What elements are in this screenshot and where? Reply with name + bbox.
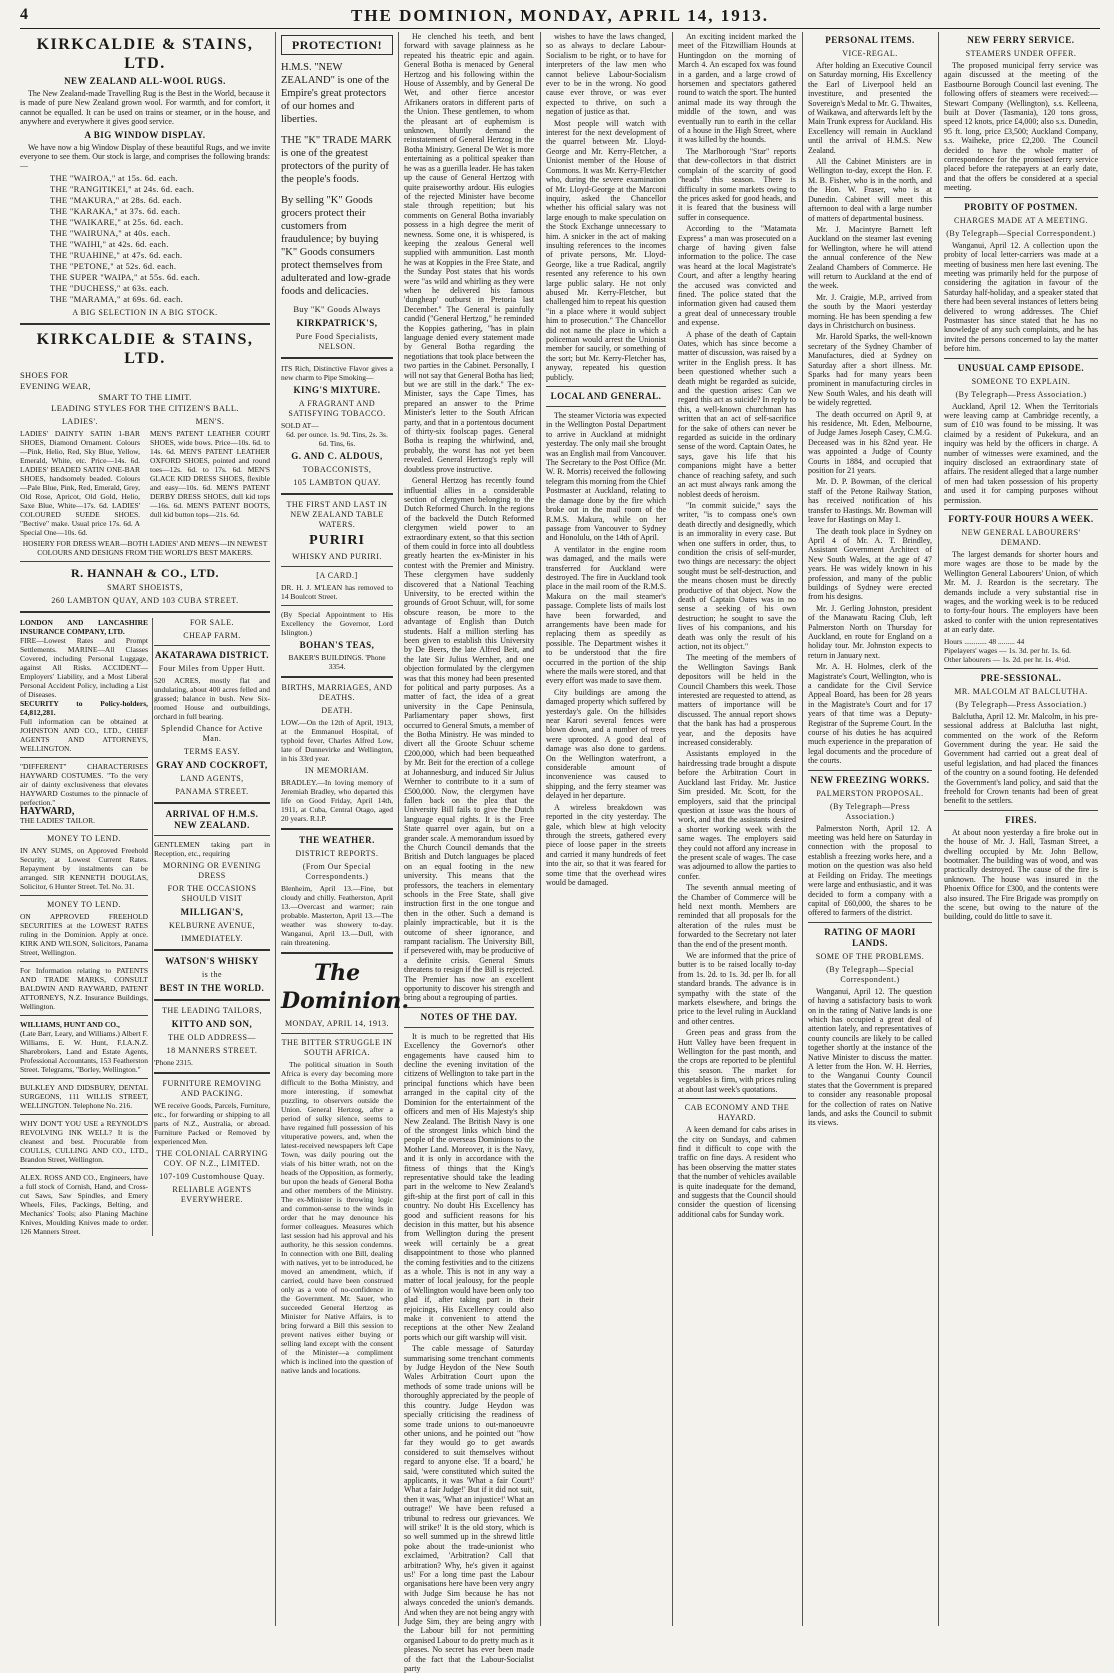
weather-sub2: (From Our Special Correspondents.) [302, 862, 372, 881]
rugs-text: The New Zealand-made Travelling Rug is the Best in the World, because it is made of pure New Zealand grown wool. For warmth, and for comfort, it cannot be equalled. It can be used on trains or steamer, or in the house, and anywhere and everywhere it gives good service. [20, 89, 270, 127]
rug-brand: THE "MARAMA," at 69s. 6d. each. [50, 293, 184, 304]
session-heading: PRE-SESSIONAL. [980, 672, 1062, 683]
bulkley-text: BULKLEY AND DIDSBURY, DENTAL SURGEONS, 111 WILLIS STREET, WELLINGTON. Telephone No. 216. [20, 1083, 148, 1111]
personal-text-10: Mr. A. H. Holmes, clerk of the Magistrate's Court, Wellington, who is a candidate for the Civil Service Appeal Board, has been for 28 years in the Magistrate's Court and for 17 years of that time was a Deputy-Registrar of the Supreme Court. In the course of his duties he has acquired much experience in the preparation of legal documents and the procedure of the courts. [808, 662, 932, 766]
divider [154, 802, 270, 804]
rug-brand: THE "WAIHI," at 42s. 6d. each. [50, 238, 169, 249]
reliable-agents: RELIABLE AGENTS EVERYWHERE. [172, 1184, 252, 1204]
shoes-line-3: SMART TO THE LIMIT. [98, 391, 192, 402]
rug-brand: THE "KARAKA," at 37s. 6d. each. [50, 205, 181, 216]
divider [20, 1114, 148, 1115]
window-text: We have now a big Window Display of these beautiful Rugs, and we invite everyone to see them. Our stock is large, and comprises the following brands:— [20, 142, 270, 171]
divider [944, 509, 1098, 510]
personal-text-8: The death took place in Sydney on April 4 of Mr. A. T. Brindley, Assistant Government Architect of New South Wales, at the age of 47 years. He was widely known in his profession, and many of the public buildings of Sydney were erected from his designs. [808, 526, 932, 602]
kirkcaldie-title: KIRKCALDIE & STAINS, LTD. [36, 36, 254, 72]
occasions: FOR THE OCCASIONS SHOULD VISIT [167, 883, 257, 903]
divider [20, 757, 148, 758]
maori-sub: SOME OF THE PROBLEMS. [815, 951, 925, 961]
kitto-son: KITTO AND SON, [171, 1018, 253, 1029]
notes-text: It is much to be regretted that His Excellency the Governor's other engagements have caused him to decline the evening invitation of the citizens of Wellington to take part in the principal functions which have been arranged in the capital city of the Dominion for the entertainment of the officers and men of His Majesty's ship New Zealand. The British Navy is one of the strongest links which bind the people of the overseas Dominions to the Mother Land. Moreover, it is the Navy, and it is only in accordance with the fitness of things that the King's representative should take the leading part in the welcome to New Zealand's gift-ship at the first port of call in this country. No doubt His Excellency has good and sufficient reasons for his decision in this matter, but his absence from Wellington during the present week will certainly be a great disappointment to those who planned the coming festivities and to the citizens as a whole. This is not in any way a matter of local jealousy, for the people of Wellington would have been only too glad if, after taking part in their rejoicings, His Excellency could also make it convenient to attend the receptions at the other New Zealand ports which our gift warship will visit. [404, 1031, 534, 1342]
personal-text-9: Mr. J. Gerling Johnston, president of the Manawatu Racing Club, left Palmerston North on Thursday for Auckland, en route for England on a holiday tour. Mr. Johnston expects to return in January next. [808, 603, 932, 660]
cheap-farm: CHEAP FARM. [183, 630, 241, 640]
bitter-text: The political situation in South Africa is every day becoming more difficult to the Botha Ministry, and more interesting, if somewhat puzzling, to observers outside the Union. General Hertzog, after a period of sulky silence, seems to have regained full possession of his vituperative powers, and, when the latest-received newspapers left Cape Town, was daily pouring out the vials of his bitter wrath, not on the heads of the Opposition, as formerly, but upon the heads of General Botha and other members of the Ministry. The ex-Minister is throwing logic and common-sense to the winds in order that he may denounce his former colleagues. Measures which last session had his approval and his authority, he this session condemns. In connection with one Bill, dealing with natives, yet to be introduced, he moved an amendment, which, if carried, could have been construed only as a vote of no-confidence in the Government. Mr. Sauer, who succeeded General Hertzog as Minister for Native Affairs, is to bring forward a Bill this session to prevent natives either buying or selling land except with the consent of the Minister—a compliment which is inclined into the question of native lands and locations. [281, 1060, 393, 1375]
divider [808, 922, 932, 923]
gray-sub: LAND AGENTS, [180, 773, 244, 783]
hayward-sub: THE LADIES' TAILOR. [20, 816, 95, 826]
divider [20, 1015, 148, 1016]
shoes-line-2: EVENING WEAR, [20, 380, 91, 391]
first-last: THE FIRST AND LAST IN NEW ZEALAND TABLE WATERS. [286, 500, 388, 529]
masthead-title: THE DOMINION, MONDAY, APRIL 14, 1913. [351, 6, 769, 25]
window-heading: A BIG WINDOW DISPLAY. [84, 129, 206, 140]
column-1 [20, 32, 270, 1626]
hours-text: The largest demands for shorter hours and more wages are those to be made by the Wellington General Labourers' Union, of which Mr. M. J. Reardon is the secretary. The demands include a very substantial rise in wages, and the working week is to be reduced to forty-four hours. The employers have been asked to confer with the union representatives at an early date. [944, 550, 1098, 635]
col5-text-c: According to the "Matamata Express" a man was prosecuted on a charge of having given false information to the police. The case was heard at the local Magistrate's Court, and after a lengthy hearing the accused was convicted and fined. The police stated that the information given had caused them a great deal of unnecessary trouble and expense. [678, 224, 796, 328]
rug-brand: THE SUPER "WAIPA," at 55s. 6d. each. [50, 271, 201, 282]
freezing-press: (By Telegraph—Press Association.) [829, 801, 911, 821]
weather-heading: THE WEATHER. [299, 835, 375, 845]
hannah-address: 260 LAMBTON QUAY, AND 103 CUBA STREET. [51, 595, 239, 605]
london-info: Full information can be obtained at JOHNSTON AND CO., LTD., CHIEF AGENTS AND ATTORNEYS, WELLINGTON. [20, 716, 148, 753]
column-5 [678, 32, 796, 1626]
memoriam-heading: IN MEMORIAM. [304, 766, 370, 775]
masthead [20, 4, 1100, 29]
col4-text-a: wishes to have the laws changed, so as always to declare Labour-Socialism to be right, or to have for interpreters of the law men who cannot believe Labour-Socialism ever to be in the wrong. No good cause ever throve, or was ever expected to thrive, on such a negation of justice as that. [546, 32, 666, 117]
maori-text: Wanganui, April 12. The question of having a satisfactory basis to work on in the rating of Native lands is one which has occupied a great deal of attention lately, and representatives of county councils are likely to be called together shortly at the instance of the Native Minister to discuss the matter. A letter from the Hon. W. H. Herries, to the Wanganui County Council states that the Government is prepared to consider any reasonable proposal for the collection of rates on Native lands, and asks the Council to submit its views. [808, 986, 932, 1128]
alex-ross-text: ALEX. ROSS AND CO., Engineers, have a full stock of Cornish, Hand, and Cross-cut Saws, Saw Spindles, and Emery Wheels, Files, Packings, Belting, and Mechanics' Tools; also Planing Machine Knives, Moulding Knives made to order. 126 Manners Street. [20, 1173, 148, 1237]
kirkpatrick: KIRKPATRICK'S, [296, 318, 378, 328]
mixture-sub: A FRAGRANT AND SATISFYING TOBACCO. [288, 399, 386, 418]
session-press: (By Telegraph—Press Association.) [955, 699, 1087, 709]
col1-right-ads [154, 618, 270, 1205]
maori-press: (By Telegraph—Special Correspondent.) [826, 964, 914, 984]
camp-heading: UNUSUAL CAMP EPISODE. [957, 362, 1085, 373]
akatarawa: AKATARAWA DISTRICT. [154, 649, 270, 660]
divider [154, 949, 270, 951]
freezing-text: Palmerston North, April 12. A meeting was held here on Saturday in connection with the proposal to establish a freezing works here, and a motion on the question was also held at Feilding on Friday. The meetings were large and enthusiastic, and it was decided to form a company with a capital of £60,000, the shares to be offered to farmers of the district. [808, 823, 932, 918]
death-text: LOW.—On the 12th of April, 1913, at the Emmanuel Hospital, of typhoid fever, Charles Alfred Low, late of Dunnevirke and Wellington, in his 33rd year. [281, 718, 393, 763]
personal-heading: PERSONAL ITEMS. [825, 35, 915, 45]
page-number: 4 [20, 6, 28, 23]
personal-text-3: Mr. J. Macintyre Barnett left Auckland on the steamer last evening for Wellington, where he will attend the annual conference of the New Zealand Chambers of Commerce. He will return to Auckland at the end of the week. [808, 224, 932, 291]
four-miles: Four Miles from Upper Hutt. [158, 663, 266, 673]
personal-text-6: The death occurred on April 9, at his residence, Mt. Eden, Melbourne, of Judge James Joseph Casey, C.M.G. Deceased was in his 82nd year. He was appointed a Judge of County Courts in 1884, and occupied that position for 21 years. [808, 409, 932, 476]
leading-tailors: THE LEADING TAILORS, [161, 1005, 263, 1015]
bitter-heading: THE BITTER STRUGGLE IN SOUTH AFRICA. [281, 1038, 393, 1057]
hannah-sub: SMART SHOEISTS, [107, 582, 183, 592]
puriri: PURIRI [309, 533, 365, 548]
divider [281, 828, 393, 830]
hosiery-text: HOSIERY FOR DRESS WEAR—BOTH LADIES' AND MEN'S—IN NEWEST COLOURS AND DESIGNS FROM THE WORLD'S BEST MAKERS. [22, 538, 268, 557]
divider [944, 668, 1098, 669]
hours-row: Hours ............ 48 ......... 44 [944, 636, 1025, 646]
col1-left-ads [20, 618, 153, 1236]
mens-text: MEN'S PATENT LEATHER COURT SHOES, wide bows. Price—10s. 6d. to 14s. 6d. MEN'S PATENT LEATHER OXFORD SHOES, pointed and round toes—12s. 6d. to 17s. 6d. MEN'S GLACE KID DRESS SHOES, flexible and easy—10s. 6d. MEN'S PATENT DERBY DRESS SHOES, dull kid tops—16s. 6d. MEN'S PATENT BOOTS, dull kid button tops—21s. 6d. [150, 428, 270, 519]
divider [154, 645, 270, 646]
col5-text-d: A phase of the death of Captain Oates, which has since become a matter of discussion, was raised by a writer in the English press. It has been questioned whether such a death might be regarded as suicide, and the question arises: Can we regard this act as suicide? In reply to this, a well-known churchman has written that an act of self-sacrifice for the sake of others can never be regarded as suicide in the ordinary sense of the word. Captain Oates, he says, gave his life that his companions might have a better chance of reaching safety, and such an act must always rank among the noblest deeds of heroism. [678, 329, 796, 499]
furniture-heading: FURNITURE REMOVING AND PACKING. [162, 1078, 262, 1098]
k-always: Buy "K" Goods Always [293, 304, 381, 314]
hours-row: Pipelayers' wages — 1s. 3d. per hr. 1s. 6d. [944, 645, 1071, 655]
freezing-sub: PALMERSTON PROPOSAL. [816, 788, 924, 798]
cab-heading: CAB ECONOMY AND THE HAYARD. [684, 1103, 790, 1123]
mens-heading: MEN'S. [195, 416, 225, 426]
rug-brand: THE "WAIKARE," at 25s. 6d. each. [50, 216, 184, 227]
london-title: LONDON AND LANCASHIRE INSURANCE COMPANY, LTD. [20, 617, 148, 636]
manners-street: 18 MANNERS STREET. [166, 1045, 258, 1055]
col4-text-c: A ventilator in the engine room was damaged, and the mails were transferred for Auckland were destroyed. The fire in Auckland took place in the mail room of the R.M.S. Makura on the mail steamer's passage. Complete lists of mails lost have been forwarded, and arrangements have been made for replacing them as speedily as possible. The Department wishes it to be understood that the fire occurred in the portion of the ship where the mails were stored, and that every effort was made to save them. [546, 544, 666, 686]
column-rule [275, 32, 276, 1626]
divider [20, 323, 270, 325]
morning-dress: MORNING OR EVENING DRESS [163, 860, 261, 880]
memoriam-text: BRADLEY.—In loving memory of Jeremiah Bradley, who departed this life on Good Friday, April 14th, 1911, at Cuba, Central Otago, aged 20 years. R.I.P. [281, 778, 393, 823]
column-3 [404, 32, 534, 1673]
colonial-address: 107-109 Customhouse Quay. [159, 1171, 265, 1181]
column-2 [281, 32, 410, 1626]
splendid-chance: Splendid Chance for Active Man. [161, 723, 263, 743]
arrival-nz-title: ARRIVAL OF H.M.S. NEW ZEALAND. [165, 808, 259, 830]
divider [154, 999, 270, 1001]
k-trademark-text: THE "K" TRADE MARK is one of the greatest protectors of the purity of the people's foods. [281, 135, 392, 185]
death-heading: DEATH. [321, 706, 353, 715]
column-4 [546, 32, 666, 1626]
hours-heading: FORTY-FOUR HOURS A WEEK. [948, 514, 1094, 525]
whisky-puriri: WHISKY AND PURIRI. [292, 552, 382, 561]
mixture-sold: SOLD AT— [281, 421, 319, 430]
column-6 [808, 32, 932, 1626]
hms-text: H.M.S. "NEW ZEALAND" is one of the Empire's great protectors of our homes and liberties. [281, 62, 390, 125]
money-heading-2: MONEY TO LEND. [47, 900, 121, 910]
column-rule [540, 32, 541, 1626]
old-address: THE OLD ADDRESS— [167, 1032, 256, 1042]
column-7 [944, 32, 1098, 1626]
is-the: is the [201, 969, 223, 979]
divider [281, 566, 393, 567]
divider [944, 197, 1098, 198]
probity-press: (By Telegraph—Special Correspondent.) [946, 228, 1096, 238]
ferry-text: The proposed municipal ferry service was again discussed at the meeting of the Eastbourne Borough Council last evening. The following offers of steamers were received:—Stewart Company (Wellington), s.s. Kelleena, built at Dover (Tasmania), 120 tons gross, speed 12 knots, price £4,000; also s.s. Dunedin, 95 ft. long, price £3,500; Auckland Company, s.s. Waiheke, price £2,200. The Council decided to have the whole matter of correspondence for the promised ferry service placed before the ratepayers at an early date, and that the offers be considered at a special meeting. [944, 61, 1098, 193]
kitto-phone: 'Phone 2315. [154, 1057, 193, 1067]
divider [20, 961, 148, 962]
shoes-line-1: SHOES FOR [20, 369, 69, 380]
column-rule [398, 32, 399, 1626]
personal-text-4: Mr. J. Craigie, M.P., arrived from the south by the Maori yesterday morning. He has been spending a few days in Christchurch on business. [808, 292, 932, 330]
rugs-heading: NEW ZEALAND ALL-WOOL RUGS. [64, 76, 226, 86]
col5-text-j: Green peas and grass from the Hutt Valley have been frequent in Wellington for the past month, and the crops are reported to be plentiful this season. The market for vegetables is firm, with prices ruling at about last week's quotations. [678, 1028, 796, 1094]
aldous-sub: TOBACCONISTS, [302, 465, 372, 474]
forsale-heading: FOR SALE. [189, 617, 235, 627]
kirkpatrick-sub: Pure Food Specialists, NELSON. [295, 332, 379, 351]
dominion-title: The Dominion. [281, 960, 410, 1014]
revolver-text: WHY DON'T YOU USE a REYNOLD'S REVOLVING INK WELL? It is the cleanest and best. Procurable from COULLS, CULLING AND CO., LTD., Brandon Street, Wellington. [20, 1119, 148, 1165]
personal-text-7: Mr. D. P. Bowman, of the clerical staff of the Petone Railway Station, has received notification of his transfer to Hastings. Mr. Bowman will leave for Hastings on May 1. [808, 477, 932, 525]
column-rule [938, 32, 939, 1626]
col5-text-h: The seventh annual meeting of the Chamber of Commerce will be held next month. Members are reminded that all proposals for the alteration of the rules must be forwarded to the Secretary not later than the end of the present month. [678, 883, 796, 949]
protection-title: PROTECTION! [281, 35, 393, 55]
personal-text-2: All the Cabinet Ministers are in Wellington to-day, except the Hon. F. M. B. Fisher, who is in the north, and the Hon. W. Fraser, who is at Dunedin. Cabinet will meet this afternoon to deal with a large number of matters of departmental business. [808, 157, 932, 223]
divider [281, 1033, 393, 1034]
kelburne: KELBURNE AVENUE, [168, 920, 256, 930]
bohan-intro: (By Special Appointment to His Excellency the Governor, Lord Islington.) [281, 610, 393, 637]
terms-easy: TERMS EASY. [183, 746, 241, 756]
fires-heading: FIRES. [1005, 814, 1037, 825]
column-rule [802, 32, 803, 1626]
divider [281, 493, 393, 495]
gentlemen-text: GENTLEMEN taking part in Reception, etc., requiring [154, 839, 270, 858]
fires-text: At about noon yesterday a fire broke out in the house of Mr. J. Hall, Tasman Street, a dwelling occupied by Mr. John Bellow, bootmaker. The building was of wood, and was practically destroyed. The cause of the fire is unknown. The house was insured in the Phoenix Office for £300, and the contents were also insured. The Fire Brigade was promptly on the scene, but owing to the nature of the building, could do little to save it. [944, 827, 1098, 922]
shoes-line-4: LEADING STYLES FOR THE CITIZEN'S BALL. [51, 402, 239, 413]
divider [546, 386, 666, 387]
colonial-carrying: THE COLONIAL CARRYING COY. OF N.Z., LIMITED. [156, 1148, 268, 1168]
camp-sub: SOMEONE TO EXPLAIN. [971, 376, 1071, 386]
williams-title: WILLIAMS, HUNT AND CO., [20, 1020, 120, 1030]
divider [944, 810, 1098, 811]
probity-text: Wanganui, April 12. A collection upon the probity of local letter-carriers was made at a meeting of business men here last evening. The meeting was primarily held for the purpose of considering the agitation in favour of the Saturday half-holiday, and a speaker stated that there had been several instances of letters being delivered to wrong addresses. The Chief Postmaster has since stated that he has no knowledge of any such complaints, and he has invited the persons concerned to lay the matter before him. [944, 240, 1098, 354]
rug-brand: THE "RUAHINE," at 47s. 6d. each. [50, 249, 183, 260]
rug-brand: THE "PETONE," at 52s. 6d. each. [50, 260, 177, 271]
kings-mixture: KING'S MIXTURE. [293, 385, 381, 395]
camp-text: Auckland, April 12. When the Territorials were leaving camp at Cambridge recently, a sum of £10 was found to be missing. It was claimed by a resident of Pukekura, and an inquiry was held by the officers in charge. A number of witnesses were examined, and the inquiry disclosed an extraordinary state of affairs. The resident alleged that a large number of men had taken possession of his property and used it for camping purposes without permission. [944, 401, 1098, 505]
divider [20, 561, 270, 562]
divider [678, 1098, 796, 1099]
rug-brand-list [50, 173, 270, 305]
furniture-text: WE receive Goods, Parcels, Furniture, etc., for forwarding or shipping to all parts of N.Z., Australia, or abroad. Furniture Packed or Removed by experienced Men. [154, 1100, 270, 1146]
probity-sub: CHARGES MADE AT A MEETING. [954, 215, 1088, 225]
mixture-prices: 6d. per ounce. 1s. 9d. Tins, 2s. 3s. 6d. Tins, 6s. [286, 430, 388, 448]
hours-sub: NEW GENERAL LABOURERS' DEMAND. [961, 528, 1081, 548]
big-selection: A BIG SELECTION IN A BIG STOCK. [72, 307, 218, 317]
col5-text-b: The Marlborough "Star" reports that dew-collectors in that district complain of the scarcity of good "heads" this season. There is difficulty in some markets owing to the prices asked for good heads, and it is feared that the business will suffer in consequence. [678, 146, 796, 222]
rug-brand: THE "WAIRUNA," at 40s. each. [50, 227, 171, 238]
divider [20, 1168, 148, 1169]
mixture-intro: ITS Rich, Distinctive Flavor gives a new charm to Pipe Smoking— [281, 364, 393, 382]
rug-brand: THE "MAKURA," at 28s. 6d. each. [50, 194, 182, 205]
ladies-heading: LADIES'. [62, 416, 98, 426]
col5-text-g: Assistants employed in the hairdressing trade brought a dispute before the Arbitration Court in Auckland last Friday. Mr. Justice Sim presided. Mr. Scott, for the employers, said that the principal question at issue was the hours of work, and that the assistants desired a shorter working week with the same wages. The employers said they could not afford any increase in the present scale of wages. The case was adjourned to allow the parties to confer. [678, 749, 796, 881]
divider [20, 611, 270, 613]
divider [154, 1072, 270, 1074]
aldous-title: G. AND C. ALDOUS, [291, 451, 383, 461]
column-rule [672, 32, 673, 1626]
gray-address: PANAMA STREET. [175, 786, 249, 796]
shoes-two-column [20, 414, 270, 537]
cab-text: A keen demand for cabs arises in the city on Sundays, and cabmen find it difficult to cope with the traffic on fine days. A resident who has been observing the matter states that the number of vehicles available is quite inadequate for the demand, and suggests that the Council should consider the question of licensing additional cabs for Sunday work. [678, 1125, 796, 1219]
acres-text: 520 ACRES, mostly flat and undulating, about 400 acres felled and grassed; balance in bush. New Six-roomed House and outbuildings, orchard in full bearing. [154, 675, 270, 721]
divider [20, 895, 148, 896]
best-in-world: BEST IN THE WORLD. [159, 982, 265, 993]
watson-whisky: WATSON'S WHISKY [165, 955, 259, 966]
personal-text-5: Mr. Harold Sparks, the well-known secretary of the Sydney Chamber of Manufactures, died at Sydney on Saturday after a short illness. Mr. Sparks had for many years been prominent in manufacturing circles in New South Wales, and his death will be widely regretted. [808, 332, 932, 408]
divider [281, 676, 393, 678]
maori-heading: RATING OF MAORI LANDS. [824, 926, 916, 948]
immediately: IMMEDIATELY. [181, 933, 243, 943]
weather-text: Blenheim, April 13.—Fine, but cloudy and chilly. Featherston, April 13.—Overcast and warmer; rain probable. Masterton, April 13.—The weather was showery to-day. Wanganui, April 13.—Dull, with rain threatening. [281, 884, 393, 947]
local-heading: LOCAL AND GENERAL. [550, 391, 662, 402]
divider [546, 406, 666, 407]
camp-press: (By Telegraph—Press Association.) [955, 389, 1087, 399]
hayward-name: HAYWARD, [20, 805, 75, 817]
divider [281, 952, 393, 954]
divider [20, 829, 148, 830]
local-text: The steamer Victoria was expected in the Wellington Postal Department to arrive in Auckland at midnight yesterday. The only mail she brought was an English mail from Vancouver. The Secretary to the Post Office (Mr. W. R. Morris) received the following telegram this morning from the Chief Postmaster at Auckland, relating to the damage done by the fire which broke out in the mail room of the R.M.S. Makura, while on her passage from Vancouver to Sydney and Honolulu, on the 14th of April. [546, 411, 666, 543]
personal-sub: VICE-REGAL. [842, 49, 898, 58]
divider [154, 835, 270, 836]
ladies-text: LADIES' DAINTY SATIN 1-BAR SHOES, Diamond Ornament. Colours—Pink, Helio, Red, Sky Blue, Yellow, Emerald, White, etc. Price—14s. 6d. LADIES' BEADED SATIN ONE-BAR SHOES, handsomely beaded. Colours—Pale Blue, Pink, Red, Emerald, Grey, Old Rose, Apricot, Old Gold, Helio, Saxe Blue, White—17s. 6d. LADIES' COLOURED SUEDE SHOES. "Bective" make. Usual price 17s. 6d. A Special One—10s. 6d. [20, 428, 140, 537]
williams-text: (Late Barr, Leary, and Williams.) Albert F. Williams, E. W. Hunt, F.I.A.N.Z. Sharebrokers, Land and Estate Agents, Professional Accountants, 153 Featherston Street. Telegrams, "Borley, Wellington." [20, 1029, 148, 1075]
notes-heading: NOTES OF THE DAY. [420, 1011, 518, 1022]
session-text: Balclutha, April 12. Mr. Malcolm, in his pre-sessional address at Balclutha last night, commented on the work of the Reform Government during the year. He said the Government had carried out a great deal of useful legislation, and had placed the finances of the country on a sound footing. He defended the Government's land policy, and said that the freehold for Crown tenants had been of great benefit to the settlers. [944, 711, 1098, 806]
cable-text: The cable message of Saturday summarising some trenchant comments by Judge Heydon of the New South Wales Arbitration Court upon the methods of some trade unions will be thoroughly appreciated by the people of this country. Judge Heydon was specially criticising the readiness of some trade unions to out-manoeuvre other unions, and he pointed out "how far they would go to get awards considered to suit themselves without regard to anyone else. 'If a board,' he said, 'were constituted which suited the applicants, it was 'What a fair Court!' What a fair Judge!' But if it did not suit, then it was, 'What an injustice!' What an outrage!' We have been refused a tribunal to redress our grievances. We will strike!' It is the old story, which is so well summed up in the shrewd little poke about the trade-unionist who exclaimed, 'Arbitration? Call that arbitration? Why, he's given it against us!' For a long time past the Labour organisations here have been very angry with Judge Sim because he has not always conceded the union's demands. And when they are not being angry with Judge Sim, they are being angry with the Labour bill for not permitting organised Labour to do pretty much as it pleases. No secret has ever been made of the fact that the Labour-Socialist party [404, 1344, 534, 1673]
dominion-date: MONDAY, APRIL 14, 1913. [284, 1019, 390, 1028]
aldous-address: 105 LAMBTON QUAY. [293, 478, 381, 487]
divider [20, 1078, 148, 1079]
hours-row: Other labourers — 1s. 2d. per hr. 1s. 4½d. [944, 654, 1071, 664]
col5-text-i: We are informed that the price of butter is to be raised locally to-day from 1s. 2d. to 1s. 3d. per lb. for all standard brands. The advance is in sympathy with the state of the markets elsewhere, and brings the price to the level ruling in Auckland and other centres. [678, 951, 796, 1026]
patents-text: For Information relating to PATENTS AND TRADE MARKS, CONSULT BALDWIN AND RAYWARD, PATENT ATTORNEYS, N.Z. Insurance Buildings, Wellington. [20, 966, 148, 1012]
ferry-heading: NEW FERRY SERVICE. [967, 35, 1075, 45]
weather-sub: DISTRICT REPORTS. [295, 849, 379, 858]
ferry-sub: STEAMERS UNDER OFFER. [965, 49, 1077, 58]
hayward-text: "DIFFERENT" CHARACTERISES HAYWARD COSTUMES. "To the very air of dainty exclusiveness that elevates HAYWARD Costumes to the pinnacle of perfection." [20, 761, 148, 807]
money-heading: MONEY TO LEND. [47, 834, 121, 844]
money-text: IN ANY SUMS, on Approved Freehold Security, at Lowest Current Rates. Repayment by instalments can be arranged. SIR KENNETH DOUGLAS, Solicitor, 6 Hunter Street. Tel. No. 31. [20, 846, 148, 892]
col5-text-f: The meeting of the members of the Wellington Savings Bank depositors will be held in the Council Chambers this week. Those interested are requested to attend, as matters of importance will be discussed. The annual report shows that the bank has had a prosperous year, and the deposits have increased considerably. [678, 653, 796, 748]
divider [404, 1027, 534, 1028]
session-sub: MR. MALCOLM AT BALCLUTHA. [954, 686, 1088, 696]
k-body: By selling "K" Goods grocers protect their customers from fraudulence; by buying "K" Goods consumers protect themselves from adulterated and low-grade foods and delicacies. [281, 195, 391, 297]
divider [281, 357, 393, 359]
divider [808, 770, 932, 771]
money-text-2: ON APPROVED FREEHOLD SECURITIES at the LOWEST RATES ruling in the Dominion. Apply at once. KIRK AND WILSON, Solicitors, Panama Street, Wellington. [20, 912, 148, 958]
botha-text-b: General Hertzog has recently found influential allies in a considerable section of clergymen belonging to the Dutch Reformed Church. In the regions of the backveld the Dutch Reformed clergymen wield power to an extraordinary extent, so that this section of them could in force into all doubtless greatly hearten the ex-Minister in his contest with the Premier and Ministry. These clergymen have suddenly discovered that a National Teaching University, to be erected within the grounds of Groot Schuur, will, for some obscure reason, be more to the advantage of English than Dutch students. Half a million sterling has been given to establish this University by De Beers, the late Alfred Beit, and the late Sir Julius Wernher, and one objection formulated by the clergymen was that this money had been presented for political and party purposes. As a matter of fact, the idea of a great university in the Cape Peninsula, Parliamentary paper shows, first occurred to General Smuts, a member of the Botha Ministry. He was minded to divert all the Groote Schuur scheme £200,000, which had been bequeathed by Mr. Beit for the erection of a college at Johannesburg, and induced Sir Julius Wernher to contribute to it a sum of £500,000. Now, the clergymen have fallen back on the plea that the University Bill fails to give the Dutch language equal rights. It is the Free State quarrel over again, but on a grander scale. A memorandum issued by the Church Council demands that the British and Dutch languages be placed on an equal footing in the new university. This means that the professors, the teachers in elementary schools in the Free State, shall give instruction first in the one tongue and then in the other. Such a demand is plainly impracticable, but it is the outcome of sheer ignorance, and rampant racialism. The University Bill, if persevered with, may be productive of a definite crisis. General Smuts threatens to resign if the Bill is rejected. The Premier has now an excellent opportunity to discover his strength and bring about a regrouping of parties. [404, 476, 534, 1003]
hannah-title: R. HANNAH & CO., LTD. [70, 565, 220, 580]
divider [404, 1007, 534, 1008]
bohan-title: BOHAN'S TEAS, [299, 640, 375, 650]
botha-text-a: He clenched his teeth, and bent forward with savage plainness as he repeated his theatric epic and again. General Botha is menaced by General Hertzog and his following within the House of Assembly, and by General De Wet, and other fierce ancestor Afrikaners orators in different parts of the Union. These gentlemen, to whom the pleasant art of euphemism is unknown, bluntly demand the reinstatement of General Hertzog in the Botha Ministry. General De Wet is more entertaining as a political speaker than he was as a guerilla leader. He has taken up the cause of General Hertzog with quite praiseworthy ardour. His eulogies of the rejected Minister have become stale through repetition; but his comments on General Botha invariably possess in a high degree the merit of newness. Some one, it is whispered, is keeping the zealous General well supplied with ammunition. Last month he was at Koppies in the Free State, and the Sunday Post states that his words were "as wild and whirling as they were when he delivered his famous 'dungheap' outburst in Pretoria last December." The General is painfully candid ("General Hertzog," he reminded the Koppies gathering, "has in plain language denied every statement made by General Botha regarding the negotiations that took place between the two parties in the Cabinet. Personally, I will not say that General Botha has lied; but we are still in the dark." The ex-Minister, says the Cape Times, has prepared an answer to the Prime Minister's letter to the South African party, and that in a portentous document of thirty-six foolscap pages. General Botha is reaping the whirlwind, and, probably, the worst has not yet been revealed. General Hertzog's reply will doubtless prove instructive. [404, 32, 534, 474]
divider [281, 605, 393, 606]
col5-text-a: An exciting incident marked the meet of the Fitzwilliam Hounds at Huntingdon on the morning of March 4. An escaped fox was found in a garden, and a large crowd of horsemen and spectators gathered round to watch the sport. The hunted animal made its way through the middle of the town, and was eventually run to earth in the cellar of a house in the High Street, where it was killed by the hounds. [678, 32, 796, 145]
personal-text: After holding an Executive Council on Saturday morning, His Excellency the Earl of Liverpool held an investiture, and presented the Sovereign's Medal to Mr. G. Thwaites, of Waikawa, and afterwards left by the Main Trunk express for Auckland. His Excellency will remain in Auckland until the arrival of H.M.S. New Zealand. [808, 61, 932, 155]
rug-brand: THE "WAIROA," at 15s. 6d. each. [50, 172, 178, 183]
gray-title: GRAY AND COCKROFT, [156, 759, 268, 770]
milligan: MILLIGAN'S, [180, 906, 244, 917]
col4-text-b: Most people will watch with interest for the next development of the quarrel between Mr. Lloyd-George and Mr. Kerry-Fletcher, a Unionist member of the House of Commons. It was Mr. Kerry-Fletcher who, during the severe examination of Mr. Lloyd-George at the Marconi inquiry, asked the Chancellor whether his official salary was not large enough to make speculation on the Stock Exchange unnecessary to him. A snicker in the act of making insulting references to the incomes of private persons, Mr. Lloyd-George, like a true Radical, angrily resented any reference to his own large public salary. He not only abused Mr. Kerry-Fletcher, but challenged him to repeat his question "in a place where it would subject him to prosecution." The Chancellor did not name the place in which a policeman would arrest the Unionist member for saucily, or something of the sort; but Mr. Kerry-Fletcher has, anyway, repeated his question publicly. [546, 118, 666, 382]
bohan-sub: BAKER'S BUILDINGS. 'Phone 3354. [288, 653, 386, 671]
probity-heading: PROBITY OF POSTMEN. [964, 201, 1078, 212]
col4-text-e: A wireless breakdown was reported in the city yesterday. The gale, which blew at high velocity through the streets, gathered every piece of loose paper in the streets and carried it many hundreds of feet into the air, so that it was feared for some time that the overhead wires would be damaged. [546, 802, 666, 887]
card-heading: [A CARD.] [316, 571, 358, 580]
col5-text-e: "In commit suicide," says the writer, "is to compass one's own death directly and designedly, which is an immorality in every case. But when one suffers in order, thus, to condition the crisis of self-murder, two things are necessary: the object sought must be self-destruction, and the means chosen must be directly productive of that object. Now the death of Captain Oates was in no sense a seeking of his own destruction; he sought to save the lives of his companions, and his death was only the result of his action, not its object." [678, 500, 796, 651]
bmd-heading: BIRTHS, MARRIAGES, AND DEATHS. [281, 683, 393, 702]
col4-text-d: City buildings are among the damaged property which suffered by yesterday's gale. On the hillsides near Karori several fences were blown down, and a number of trees were uprooted. A good deal of damage was also done to gardens. On the Wellington waterfront, a considerable amount of inconvenience was caused to shipping, and the ferry steamer was delayed in her departure. [546, 687, 666, 801]
rug-brand: THE "DUCHESS," at 63s. each. [50, 282, 169, 293]
card-text: DR. H. J. M'LEAN has removed to 14 Boulcott Street. [281, 583, 393, 601]
kirkcaldie-title-2: KIRKCALDIE & STAINS, LTD. [36, 330, 254, 367]
freezing-heading: NEW FREEZING WORKS. [810, 774, 930, 785]
london-text: FIRE—Lowest Rates and Prompt Settlements. MARINE—All Classes Covered, including Personal Luggage, against All Risks. ACCIDENT—Employers' Liability, and a Most Liberal Personal Accident Policy, including a List of Diseases. [20, 635, 148, 699]
divider [944, 358, 1098, 359]
rug-brand: THE "RANGITIKEI," at 24s. 6d. each. [50, 183, 195, 194]
london-security: SECURITY to Policy-holders, £4,812,281. [20, 698, 148, 717]
